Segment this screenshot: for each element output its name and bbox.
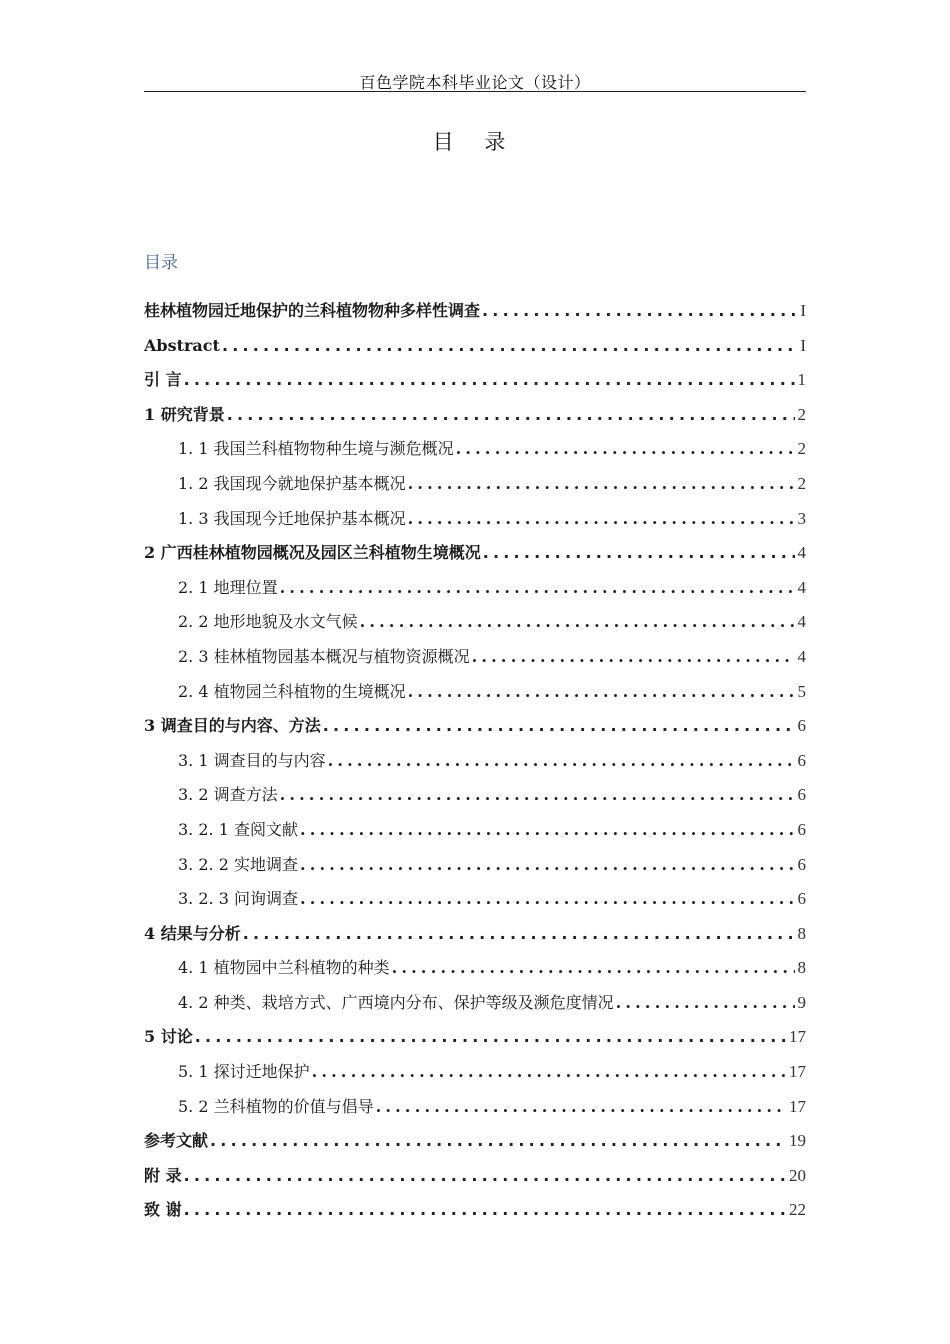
toc-dot-leader [312,1055,786,1090]
toc-entry-label: 2 广西桂林植物园概况及园区兰科植物生境概况 [144,543,481,563]
toc-entry[interactable] [144,917,806,952]
toc-dot-leader [280,571,795,606]
toc-entry[interactable] [144,744,806,779]
toc-dot-leader [483,536,795,571]
toc-entry[interactable] [144,882,806,917]
toc-entry-page-number: 4 [797,612,806,632]
toc-entry-page-number: 8 [797,958,806,978]
toc-entry-page-number: 4 [797,543,806,563]
toc-entry[interactable] [144,848,806,883]
toc-dot-leader [195,1020,786,1055]
toc-entry[interactable] [144,605,806,640]
toc-entry-page-number: 19 [789,1131,806,1151]
toc-entry[interactable] [144,1055,806,1090]
toc-entry[interactable] [144,398,806,433]
toc-entry-page-number: 17 [789,1027,806,1047]
toc-entry-page-number: 4 [797,577,806,597]
toc-entry-page-number: 6 [797,854,806,874]
toc-entry-page-number: 1 [797,370,806,390]
toc-entry[interactable] [144,1020,806,1055]
toc-entry[interactable] [144,709,806,744]
toc-entry-page-number: 2 [797,439,806,459]
toc-entry-label: 2. 2 地形地貌及水文气候 [178,612,358,632]
toc-entry-label: Abstract [144,335,220,355]
toc-entry[interactable] [144,675,806,710]
toc-entry-page-number: 8 [797,923,806,943]
toc-entry-label: 1. 3 我国现今迁地保护基本概况 [178,508,406,528]
toc-dot-leader [376,1090,786,1125]
toc-entry-label: 5 讨论 [144,1027,193,1047]
toc-dot-leader [227,398,795,433]
toc-entry[interactable] [144,571,806,606]
toc-entry-page-number: 2 [797,473,806,493]
toc-entry-page-number: 17 [789,1062,806,1082]
toc-entry-page-number: 3 [797,508,806,528]
toc-dot-leader [243,917,795,952]
toc-entry-label: 致 谢 [144,1200,182,1220]
toc-entry-page-number: 9 [797,992,806,1012]
toc-entry-label: 5. 2 兰科植物的价值与倡导 [178,1096,374,1116]
toc-dot-leader [456,432,795,467]
toc-entry-page-number: I [800,301,806,320]
toc-entry[interactable] [144,294,806,329]
toc-entry-page-number: 6 [797,716,806,736]
toc-entry[interactable] [144,536,806,571]
toc-entry[interactable] [144,813,806,848]
toc-entry-page-number: 6 [797,750,806,770]
toc-dot-leader [300,882,795,917]
header-rule [144,91,806,92]
toc-entry-label: 4 结果与分析 [144,923,241,943]
toc-entry-page-number: 5 [797,681,806,701]
toc-entry-label: 参考文献 [144,1131,209,1151]
toc-entry[interactable] [144,1193,806,1228]
toc-entry-label: 1 研究背景 [144,404,225,424]
toc-dot-leader [482,294,797,329]
toc-entry-label: 3. 1 调查目的与内容 [178,750,326,770]
toc-entry-label: 5. 1 探讨迁地保护 [178,1062,310,1082]
toc-entry-page-number: I [800,335,806,355]
toc-entry-label: 引 言 [144,370,182,390]
toc-entry[interactable] [144,329,806,364]
toc-dot-leader [616,986,795,1021]
toc-dot-leader [328,744,795,779]
toc-entry[interactable] [144,1159,806,1194]
toc-dot-leader [300,813,795,848]
toc-entry-page-number: 6 [797,819,806,839]
toc-dot-leader [184,1159,786,1194]
toc-entry[interactable] [144,1090,806,1125]
toc-dot-leader [300,848,795,883]
toc-entry-label: 2. 4 植物园兰科植物的生境概况 [178,681,406,701]
toc-entry[interactable] [144,778,806,813]
toc-entry-page-number: 6 [797,889,806,909]
toc-entry-label: 3. 2. 1 查阅文献 [178,819,298,839]
toc-entry-label: 1. 1 我国兰科植物物种生境与濒危概况 [178,439,454,459]
running-header: 百色学院本科毕业论文（设计） [359,73,591,92]
toc-entry-label: 2. 1 地理位置 [178,577,278,597]
toc-dot-leader [360,605,795,640]
toc-entry[interactable] [144,467,806,502]
toc-entry-label: 桂林植物园迁地保护的兰科植物物种多样性调查 [144,301,481,320]
toc-entry[interactable] [144,640,806,675]
toc-dot-leader [408,675,795,710]
toc-dot-leader [408,467,795,502]
toc-entry-label: 3. 2. 2 实地调查 [178,854,298,874]
toc-dot-leader [472,640,795,675]
toc-entry-page-number: 17 [789,1096,806,1116]
toc-entry-page-number: 2 [797,404,806,424]
toc-entry-page-number: 22 [789,1200,806,1220]
toc-entry-label: 附 录 [144,1165,182,1185]
toc-entry[interactable] [144,951,806,986]
toc-entry[interactable] [144,363,806,398]
toc-dot-leader [280,778,795,813]
toc-entry[interactable] [144,502,806,537]
toc-entry[interactable] [144,1124,806,1159]
toc-entry-page-number: 4 [797,646,806,666]
toc-dot-leader [408,502,795,537]
toc-entry-label: 3 调查目的与内容、方法 [144,716,321,736]
toc-entry-label: 1. 2 我国现今就地保护基本概况 [178,473,406,493]
toc-entry-page-number: 6 [797,785,806,805]
toc-entry[interactable] [144,432,806,467]
toc-entry-label: 2. 3 桂林植物园基本概况与植物资源概况 [178,646,470,666]
toc-entry[interactable] [144,986,806,1021]
toc-entry-label: 3. 2 调查方法 [178,785,278,805]
page-title: 目 录 [432,130,518,154]
toc-entry-label: 4. 2 种类、栽培方式、广西境内分布、保护等级及濒危度情况 [178,992,614,1012]
toc-dot-leader [184,363,795,398]
table-of-contents [144,294,806,1228]
toc-dot-leader [210,1124,786,1159]
toc-dot-leader [323,709,795,744]
toc-entry-page-number: 20 [789,1165,806,1185]
toc-entry-label: 3. 2. 3 问询调查 [178,889,298,909]
toc-dot-leader [222,329,797,364]
toc-heading[interactable]: 目录 [144,253,178,273]
toc-dot-leader [392,951,795,986]
toc-entry-label: 4. 1 植物园中兰科植物的种类 [178,958,390,978]
toc-dot-leader [184,1193,786,1228]
